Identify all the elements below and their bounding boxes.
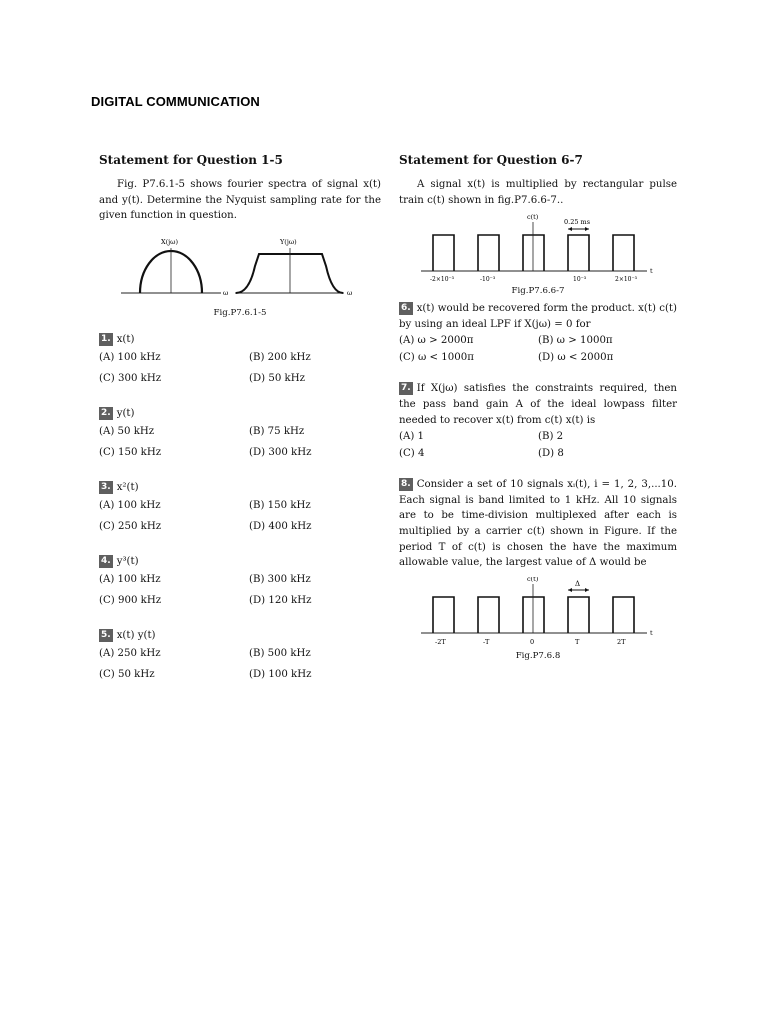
x-spectrum-label: X(jω)	[161, 237, 179, 246]
option-c[interactable]: (C) 900 kHz	[99, 595, 162, 607]
question-2	[99, 406, 381, 464]
option-b[interactable]: (B) 2	[538, 431, 564, 443]
option-b[interactable]: (B) 150 kHz	[249, 500, 311, 512]
option-c[interactable]: (C) ω < 1000π	[399, 352, 474, 364]
option-c[interactable]: (C) 300 kHz	[99, 373, 162, 385]
pulse-1	[433, 597, 454, 633]
option-a[interactable]: (A) 250 kHz	[99, 648, 161, 660]
question-number: 3.	[101, 482, 111, 493]
figure-p7-6-6-7	[399, 210, 677, 286]
figure-caption-8: Fig.P7.6.8	[515, 650, 561, 661]
question-3	[99, 480, 381, 538]
option-c[interactable]: (C) 50 kHz	[99, 669, 155, 681]
pulse-4	[568, 235, 589, 271]
option-c[interactable]: (C) 4	[399, 448, 425, 460]
question-number: 6.	[401, 303, 411, 314]
question-number: 8.	[401, 479, 411, 490]
tick-label-5: 2T	[617, 637, 626, 646]
tick-label-4: 2×10⁻³	[615, 276, 638, 284]
figure-caption-6-7: Fig.P7.6.6-7	[511, 286, 565, 297]
question-text: y³(t)	[116, 555, 139, 567]
option-d[interactable]: (D) 120 kHz	[249, 595, 312, 607]
question-text: If X(jω) satisfies the constraints required, then the pass band gain A of the ideal lowpass filter needed to recover x(t) from c(t) x(t) is	[399, 383, 677, 426]
statement-text-6-7: A signal x(t) is multiplied by rectangular pulse train c(t) shown in fig.P7.6.6-7..	[399, 179, 677, 206]
pulse-width-label: 0.25 ms	[564, 218, 591, 227]
spectra-figure	[99, 238, 381, 306]
tick-label-3: 0	[530, 637, 535, 646]
x-axis-omega-label: ω	[223, 288, 229, 297]
pulse-train-figure-1	[399, 210, 677, 286]
option-b[interactable]: (B) 200 kHz	[249, 352, 311, 364]
figure-p7-6-8	[399, 577, 677, 649]
pulse-1	[433, 235, 454, 271]
tick-label-1: -2×10⁻³	[430, 276, 455, 284]
statement-title-1-5: Statement for Question 1-5	[99, 153, 283, 167]
question-text: Consider a set of 10 signals xᵢ(t), i = 1, 2, 3,...10. Each signal is band limited to 1 kHz. All 10 signals are to be time-division multiplexed after each is multiplied by a carrier c(t) shown in Figure. If the period T of c(t) is chosen the have the maximum allowable value, the largest value of Δ would be	[399, 479, 677, 569]
pulse-signal-label: c(t)	[527, 576, 539, 583]
left-questions	[99, 332, 381, 686]
pulse-signal-label: c(t)	[527, 213, 539, 222]
question-8	[399, 477, 677, 571]
option-a[interactable]: (A) 50 kHz	[99, 426, 155, 438]
question-5	[99, 628, 381, 686]
tick-label-3: 10⁻³	[573, 276, 587, 284]
question-text: y(t)	[116, 407, 135, 419]
figure-p7-6-1-5	[99, 238, 381, 306]
question-number: 5.	[101, 630, 111, 641]
right-column	[399, 153, 677, 661]
option-c[interactable]: (C) 150 kHz	[99, 447, 162, 459]
question-text: x(t) y(t)	[116, 629, 156, 641]
figure-caption-1-5: Fig.P7.6.1-5	[213, 307, 267, 318]
pulse-5	[613, 597, 634, 633]
pulse-3	[523, 597, 544, 633]
option-a[interactable]: (A) 1	[399, 431, 425, 443]
question-text: x(t) would be recovered form the product. x(t) c(t) by using an ideal LPF if X(jω) = 0 for	[399, 303, 677, 330]
option-d[interactable]: (D) 300 kHz	[249, 447, 312, 459]
option-b[interactable]: (B) 300 kHz	[249, 574, 311, 586]
option-d[interactable]: (D) 100 kHz	[249, 669, 312, 681]
pulse-train-figure-2	[399, 577, 677, 649]
pulse-2	[478, 235, 499, 271]
y-axis-omega-label: ω	[347, 288, 353, 297]
option-b[interactable]: (B) 75 kHz	[249, 426, 305, 438]
option-d[interactable]: (D) ω < 2000π	[538, 352, 614, 364]
option-a[interactable]: (A) 100 kHz	[99, 500, 161, 512]
option-b[interactable]: (B) ω > 1000π	[538, 335, 613, 347]
option-d[interactable]: (D) 50 kHz	[249, 373, 305, 385]
question-1	[99, 332, 381, 390]
delta-label: Δ	[575, 579, 581, 588]
question-7	[399, 381, 677, 428]
option-a[interactable]: (A) 100 kHz	[99, 574, 161, 586]
option-a[interactable]: (A) ω > 2000π	[399, 335, 474, 347]
option-a[interactable]: (A) 100 kHz	[99, 352, 161, 364]
time-axis-label: t	[650, 628, 653, 637]
question-text: x(t)	[116, 333, 135, 345]
option-d[interactable]: (D) 8	[538, 448, 564, 460]
y-spectrum-curve	[236, 254, 343, 293]
pulse-5	[613, 235, 634, 271]
statement-text-1-5: Fig. P7.6.1-5 shows fourier spectra of signal x(t) and y(t). Determine the Nyquist sampling rate for the given function in question.	[99, 179, 381, 222]
tick-label-4: T	[575, 637, 580, 646]
tick-label-2: -10⁻³	[480, 276, 496, 284]
statement-title-6-7: Statement for Question 6-7	[399, 153, 583, 167]
tick-label-2: -T	[483, 637, 490, 646]
pulse-2	[478, 597, 499, 633]
question-number: 2.	[101, 408, 111, 419]
question-number: 4.	[101, 556, 111, 567]
option-c[interactable]: (C) 250 kHz	[99, 521, 162, 533]
pulse-4	[568, 597, 589, 633]
question-6	[399, 301, 677, 332]
page-header: DIGITAL COMMUNICATION	[91, 94, 260, 109]
question-number: 7.	[401, 383, 411, 394]
question-number: 1.	[101, 334, 111, 345]
tick-label-1: -2T	[435, 637, 446, 646]
question-4	[99, 554, 381, 612]
option-b[interactable]: (B) 500 kHz	[249, 648, 311, 660]
time-axis-label: t	[650, 267, 653, 276]
y-spectrum-label: Y(jω)	[280, 237, 297, 246]
question-text: x²(t)	[116, 481, 139, 493]
option-d[interactable]: (D) 400 kHz	[249, 521, 312, 533]
left-column	[99, 153, 381, 686]
pulse-3	[523, 235, 544, 271]
